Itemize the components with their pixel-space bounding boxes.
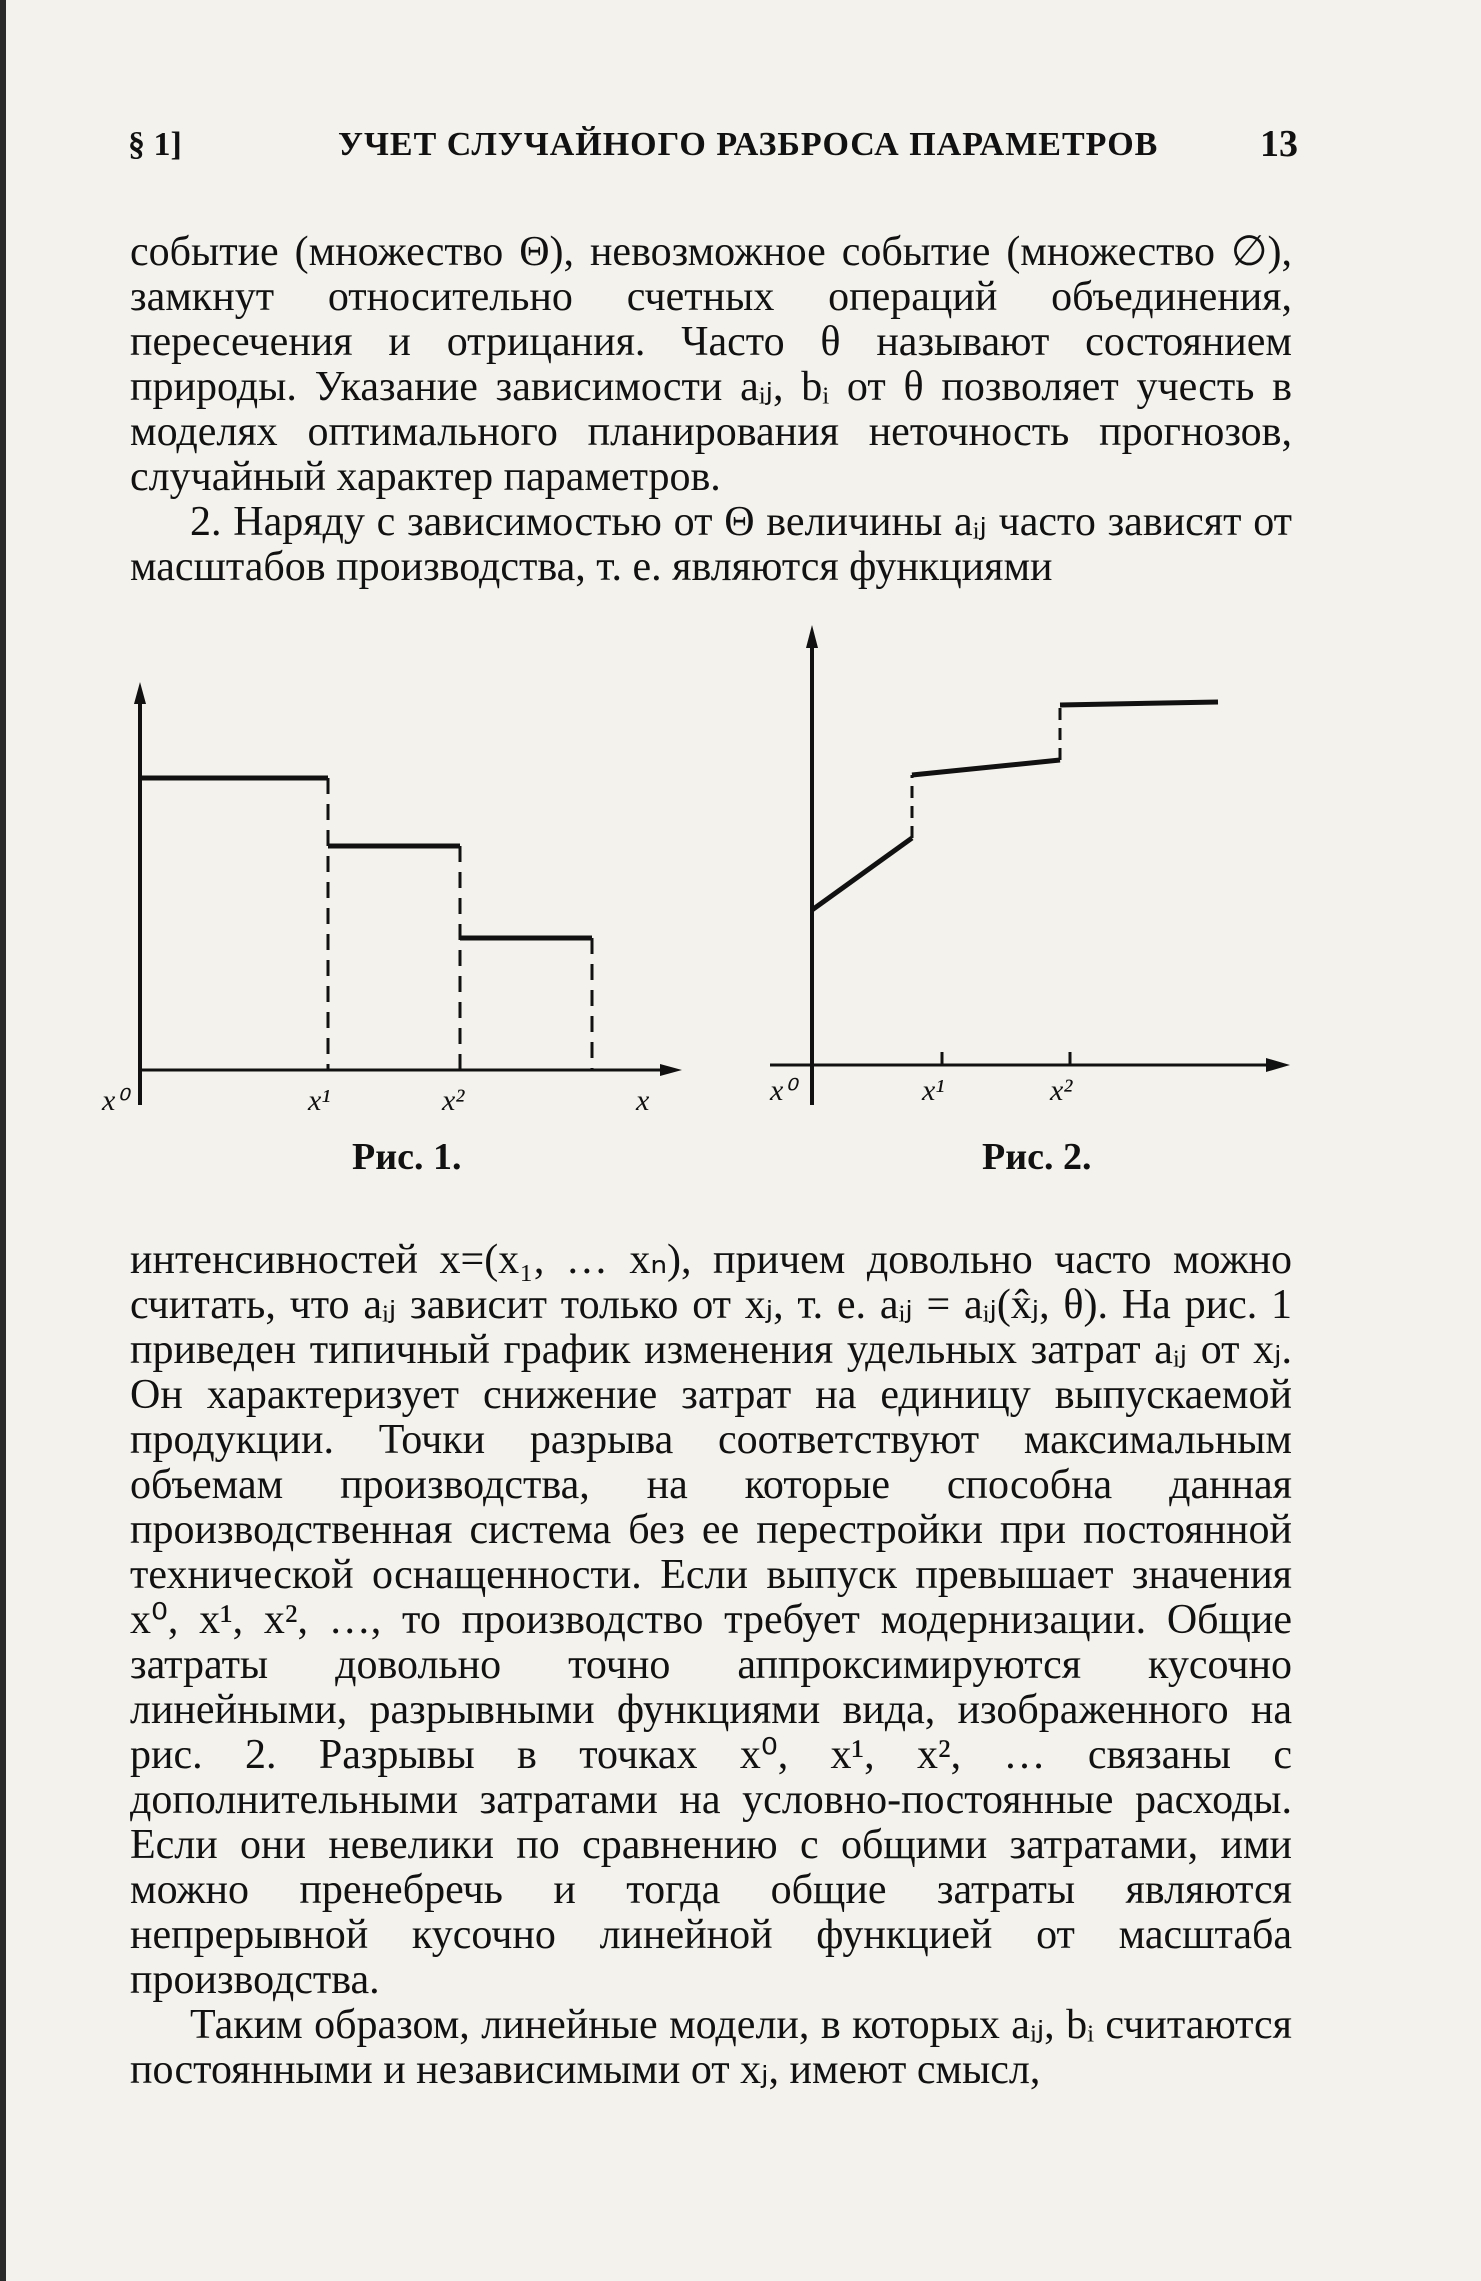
fig1-x-arrow	[660, 1064, 682, 1076]
fig2-segment-3	[1060, 702, 1218, 705]
running-title: УЧЕТ СЛУЧАЙНОГО РАЗБРОСА ПАРАМЕТРОВ	[338, 126, 1159, 163]
paragraph: событие (множество Θ), невозможное событие (множество ∅), замкнут относительно счетных операций объединения, пересечения и отрицания. Часто θ называют состоянием природы. Указание зависимости aᵢⱼ, bᵢ от θ позволяет учесть в моделях оптимального планирования неточность прогнозов, случайный характер параметров.	[130, 229, 1292, 500]
paragraph: 2. Наряду с зависимостью от Θ величины aᵢⱼ часто зависят от масштабов производства, т. е. являются функциями	[130, 499, 1292, 590]
section-marker: § 1]	[128, 126, 182, 163]
fig1-label-x2: x²	[442, 1084, 465, 1117]
fig1-label-x1: x¹	[308, 1084, 331, 1117]
fig2-label-x2: x²	[1050, 1074, 1073, 1107]
figure-2-caption: Рис. 2.	[982, 1136, 1092, 1178]
fig1-label-x0: x⁰	[102, 1084, 128, 1117]
fig2-label-x1: x¹	[922, 1074, 945, 1107]
fig2-label-x0: x⁰	[770, 1074, 796, 1107]
fig2-segment-1	[812, 838, 912, 910]
fig2-segment-2	[912, 760, 1060, 775]
fig1-label-x: x	[636, 1084, 650, 1117]
figure-2	[770, 625, 1290, 1105]
figures-area	[102, 620, 1310, 1210]
page-number: 13	[1260, 123, 1298, 165]
page-header	[128, 118, 1298, 178]
text-block-bottom	[130, 1238, 1292, 2093]
fig2-y-arrow	[806, 625, 818, 648]
figure-1	[134, 682, 682, 1105]
paragraph: Таким образом, линейные модели, в которых aᵢⱼ, bᵢ считаются постоянными и независимыми от xⱼ, имеют смысл,	[130, 2002, 1292, 2093]
text-block-top	[130, 230, 1292, 590]
fig2-x-arrow	[1266, 1058, 1290, 1072]
fig2-labels	[769, 1074, 1073, 1107]
figure-1-caption: Рис. 1.	[352, 1136, 462, 1178]
fig1-y-arrow	[134, 682, 146, 704]
book-spine-edge	[0, 0, 6, 2281]
fig1-labels	[101, 1084, 650, 1117]
figures-svg	[102, 620, 1310, 1120]
paragraph: интенсивностей x=(x₁, … xₙ), причем довольно часто можно считать, что aᵢⱼ зависит только от xⱼ, т. е. aᵢⱼ = aᵢⱼ(x̂ⱼ, θ). На рис. 1 приведен типичный график изменения удельных затрат aᵢⱼ от xⱼ. Он характеризует снижение затрат на единицу выпускаемой продукции. Точки разрыва соответствуют максимальным объемам производства, на которые способна данная производственная система без ее перестройки при постоянной технической оснащенности. Если выпуск превышает значения x⁰, x¹, x², …, то производство требует модернизации. Общие затраты довольно точно аппроксимируются кусочно линейными, разрывными функциями вида, изображенного на рис. 2. Разрывы в точках x⁰, x¹, x², … связаны с дополнительными затратами на условно-постоянные расходы. Если они невелики по сравнению с общими затратами, ими можно пренебречь и тогда общие затраты являются непрерывной кусочно линейной функцией от масштаба производства.	[130, 1237, 1292, 2003]
